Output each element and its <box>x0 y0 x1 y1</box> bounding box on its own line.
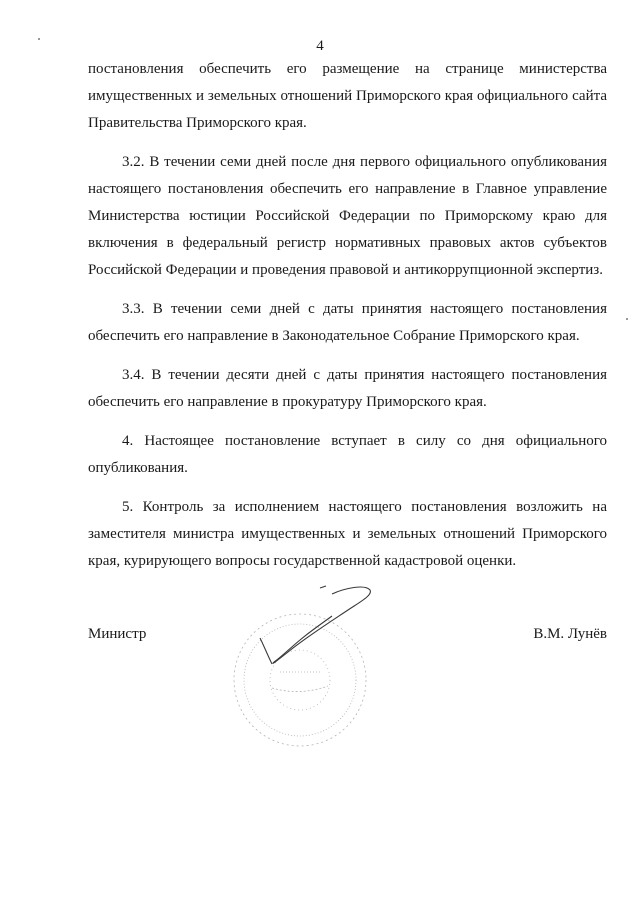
paragraph-4: 4. Настоящее постановление вступает в силу со дня официального опубликования. <box>88 433 607 476</box>
paragraph-continuation: постановления обеспечить его размещение на странице министерства имущественных и земельных отношений Приморского края официального сайта Правительства Приморского края. <box>88 61 607 131</box>
page-number: 4 <box>316 38 324 54</box>
paragraph-3-3: 3.3. В течении семи дней с даты принятия настоящего постановления обеспечить его направление в Законодательное Собрание Приморского края. <box>88 301 607 344</box>
paragraph-3-4: 3.4. В течении десяти дней с даты принятия настоящего постановления обеспечить его направление в прокуратуру Приморского края. <box>88 367 607 410</box>
official-seal-icon <box>220 580 410 760</box>
scan-artifact <box>626 318 628 320</box>
signer-title: Министр <box>88 626 147 642</box>
signature-row <box>88 626 607 650</box>
paragraph-3-2: 3.2. В течении семи дней после дня первого официального опубликования настоящего постановления обеспечить его направление в Главное управление Министерства юстиции Российской Федерации по Приморскому краю для включения в федеральный регистр нормативных правовых актов субъектов Российской Федерации и проведения правовой и антикоррупционной экспертиз. <box>88 154 607 278</box>
document-body <box>88 56 607 575</box>
paragraph-5: 5. Контроль за исполнением настоящего постановления возложить на заместителя министра имущественных и земельных отношений Приморского края, курирующего вопросы государственной кадастровой оценки. <box>88 499 607 569</box>
signer-name: В.М. Лунёв <box>533 626 607 642</box>
scan-artifact <box>38 38 40 40</box>
